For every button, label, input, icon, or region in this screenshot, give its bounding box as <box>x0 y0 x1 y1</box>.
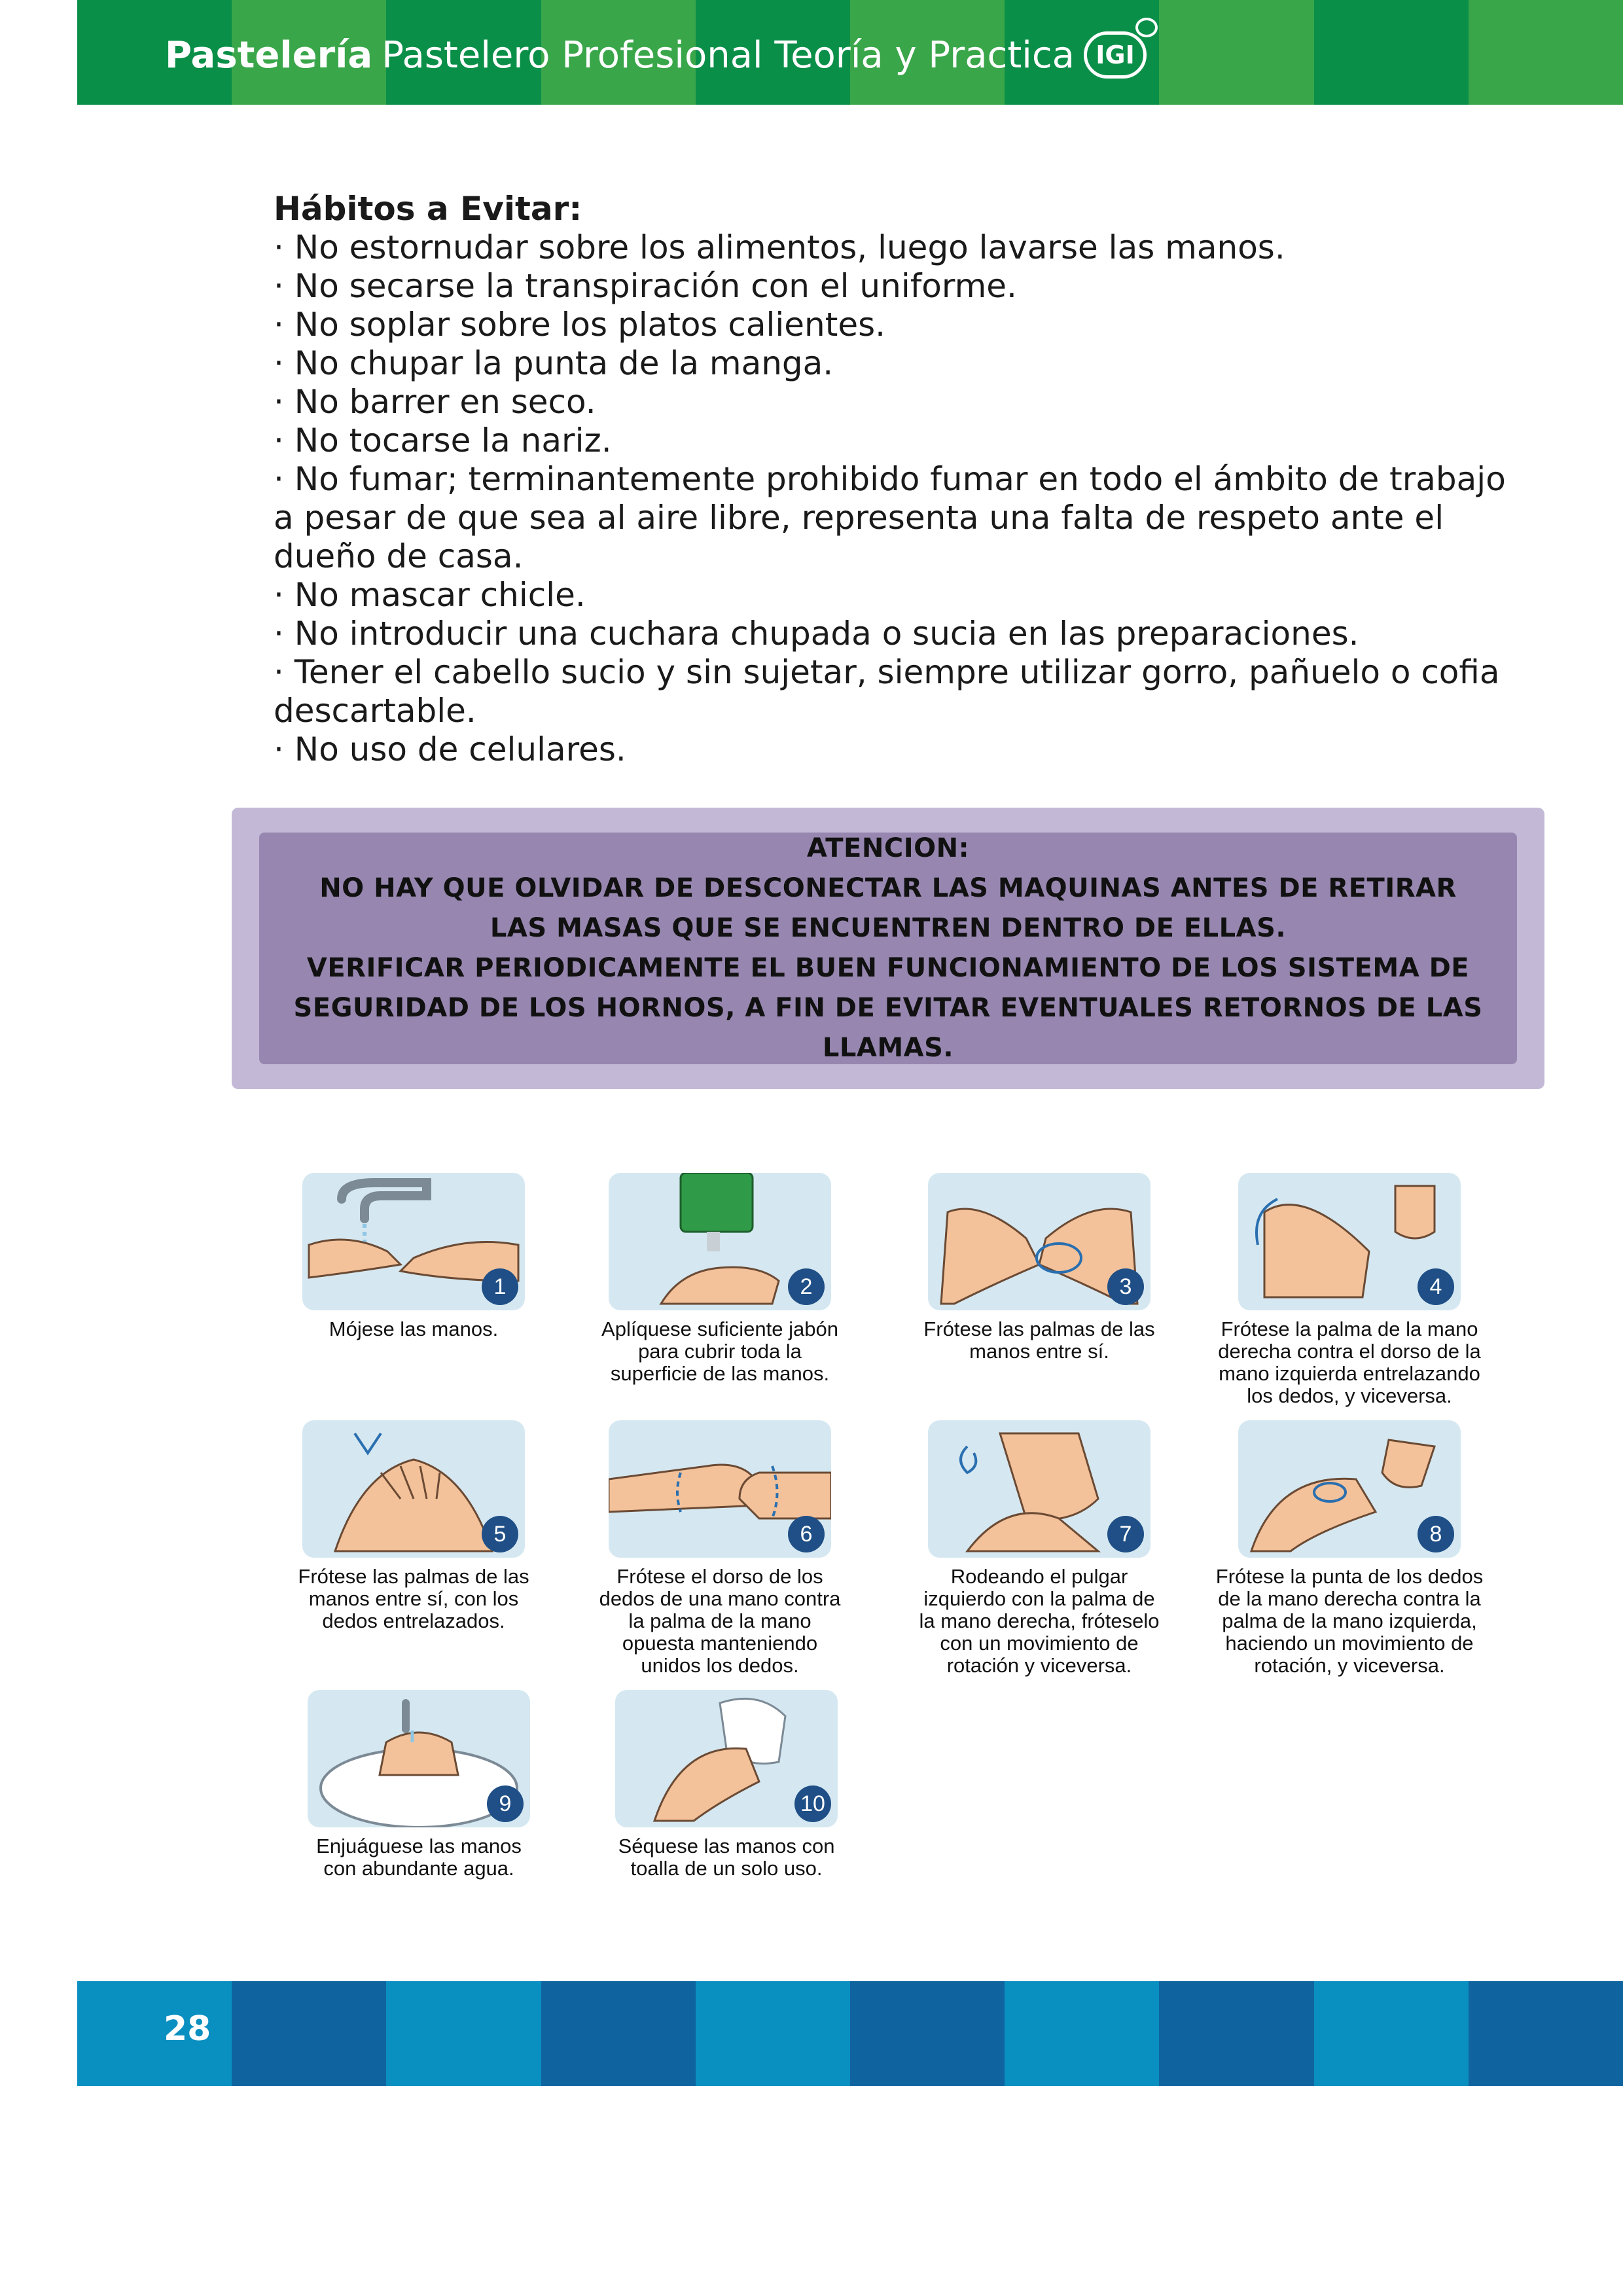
header-block <box>1159 0 1313 105</box>
attention-box <box>232 808 1544 1089</box>
step-caption: Rodeando el pulgar izquierdo con la palma de la mano derecha, fróteselo con un movimiento de rotación y viceversa. <box>919 1565 1160 1677</box>
rinse-hands-illustration <box>308 1690 530 1827</box>
thumb-rotation-illustration <box>928 1420 1150 1558</box>
header-title <box>165 31 1147 79</box>
handwash-step <box>268 1690 569 1880</box>
header-subtitle: Pastelero Profesional Teoría y Practica <box>382 33 1075 77</box>
step-number-badge: 1 <box>482 1268 518 1305</box>
step-number-badge: 9 <box>487 1785 524 1822</box>
handwash-step <box>263 1420 564 1632</box>
habit-item: · Tener el cabello sucio y sin sujetar, siempre utilizar gorro, pañuelo o cofia descartable. <box>274 653 1500 730</box>
attention-line: NO HAY QUE OLVIDAR DE DESCONECTAR LAS MAQUINAS ANTES DE RETIRAR <box>319 873 1457 903</box>
handwash-step <box>889 1420 1190 1677</box>
attention-line: VERIFICAR PERIODICAMENTE EL BUEN FUNCIONAMIENTO DE LOS SISTEMA DE <box>306 953 1470 983</box>
rub-palms-illustration <box>928 1173 1150 1310</box>
step-number-badge: 10 <box>794 1785 831 1822</box>
step-number-badge: 7 <box>1107 1516 1144 1552</box>
step-number-badge: 5 <box>482 1516 518 1552</box>
handwash-step <box>1199 1173 1500 1407</box>
step-caption: Frótese el dorso de los dedos de una mano contra la palma de la mano opuesta manteniendo unidos los dedos. <box>599 1565 841 1677</box>
step-number-badge: 8 <box>1418 1516 1454 1552</box>
fingertips-palm-illustration <box>1238 1420 1461 1558</box>
footer-block <box>386 1981 541 2086</box>
step-caption: Frótese la punta de los dedos de la mano derecha contra la palma de la mano izquierda, haciendo un movimiento de rotación, y viceversa. <box>1215 1565 1484 1677</box>
attention-line: SEGURIDAD DE LOS HORNOS, A FIN DE EVITAR EVENTUALES RETORNOS DE LAS LLAMAS. <box>293 993 1483 1063</box>
dry-hands-towel-illustration <box>615 1690 838 1827</box>
footer-block <box>1005 1981 1159 2086</box>
footer-block <box>1469 1981 1623 2086</box>
step-caption: Séquese las manos con toalla de un solo uso. <box>618 1835 835 1880</box>
step-number-badge: 4 <box>1418 1268 1454 1305</box>
habits-section <box>274 190 1517 769</box>
back-of-hand-illustration <box>1238 1173 1461 1310</box>
handwash-step <box>576 1690 877 1880</box>
header-block <box>1314 0 1469 105</box>
habit-item: · No secarse la transpiración con el uniforme. <box>274 267 1017 305</box>
habit-item: · No barrer en seco. <box>274 383 596 421</box>
back-of-fingers-illustration <box>609 1420 831 1558</box>
footer-band <box>77 1981 1623 2086</box>
handwash-step <box>263 1173 564 1340</box>
igi-logo-icon: IGI <box>1084 31 1147 79</box>
footer-block <box>696 1981 850 2086</box>
habit-item: · No mascar chicle. <box>274 576 586 614</box>
step-caption: Aplíquese suficiente jabón para cubrir toda la superficie de las manos. <box>601 1318 838 1385</box>
header-brand: Pastelería <box>165 33 373 77</box>
habit-item: · No uso de celulares. <box>274 730 626 768</box>
footer-block <box>1159 1981 1313 2086</box>
attention-panel <box>259 833 1517 1064</box>
step-caption: Frótese la palma de la mano derecha contra el dorso de la mano izquierda entrelazando los dedos, y viceversa. <box>1218 1318 1481 1407</box>
wet-hands-illustration <box>302 1173 525 1310</box>
attention-line: LAS MASAS QUE SE ENCUENTREN DENTRO DE ELLAS. <box>490 913 1287 943</box>
habit-item: · No fumar; terminantemente prohibido fumar en todo el ámbito de trabajo a pesar de que sea al aire libre, representa una falta de respeto ante el dueño de casa. <box>274 460 1506 575</box>
habit-item: · No soplar sobre los platos calientes. <box>274 306 886 344</box>
apply-soap-illustration <box>609 1173 831 1310</box>
attention-heading: ATENCION: <box>806 833 970 863</box>
interlaced-fingers-illustration <box>302 1420 525 1558</box>
step-caption: Mójese las manos. <box>329 1318 499 1340</box>
footer-block <box>232 1981 386 2086</box>
handwash-step <box>569 1173 870 1385</box>
step-number-badge: 2 <box>788 1268 825 1305</box>
handwash-step <box>569 1420 870 1677</box>
page-number: 28 <box>164 2009 211 2049</box>
handwash-step <box>1199 1420 1500 1677</box>
habit-item: · No tocarse la nariz. <box>274 422 612 459</box>
step-caption: Enjuáguese las manos con abundante agua. <box>316 1835 522 1880</box>
footer-block <box>1314 1981 1469 2086</box>
habit-item: · No chupar la punta de la manga. <box>274 344 834 382</box>
step-number-badge: 6 <box>788 1516 825 1552</box>
step-caption: Frótese las palmas de las manos entre sí. <box>923 1318 1155 1363</box>
step-caption: Frótese las palmas de las manos entre sí, con los dedos entrelazados. <box>298 1565 529 1632</box>
header-block <box>1469 0 1623 105</box>
habit-item: · No estornudar sobre los alimentos, luego lavarse las manos. <box>274 228 1285 266</box>
section-title: Hábitos a Evitar: <box>274 190 582 228</box>
step-number-badge: 3 <box>1107 1268 1144 1305</box>
habit-item: · No introducir una cuchara chupada o sucia en las preparaciones. <box>274 615 1359 653</box>
footer-block <box>541 1981 696 2086</box>
footer-block <box>850 1981 1005 2086</box>
handwash-step <box>889 1173 1190 1363</box>
